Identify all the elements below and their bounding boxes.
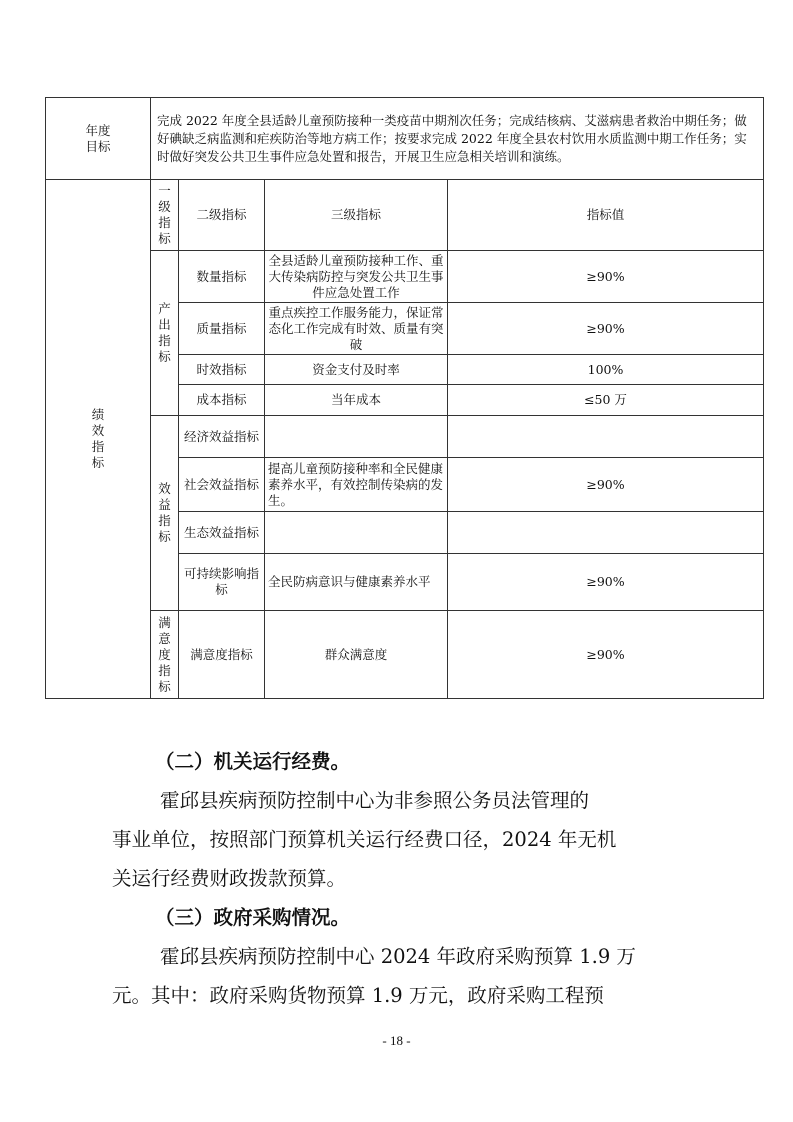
header-level3: 三级指标 xyxy=(265,180,448,251)
level3-cell xyxy=(265,512,448,554)
table-row xyxy=(46,611,764,699)
level2-cell: 经济效益指标 xyxy=(179,416,265,458)
section3-heading: （三）政府采购情况。 xyxy=(155,906,351,929)
value-cell xyxy=(448,512,764,554)
value-cell: ≥90% xyxy=(448,458,764,512)
annual-goal-text: 完成 2022 年度全县适龄儿童预防接种一类疫苗中期剂次任务；完成结核病、艾滋病患者救治中期任务；做好碘缺乏病监测和疟疾防治等地方病工作；按要求完成 2022 年度全县农村饮用水质监测中期工作任务；实时做好突发公共卫生事件应急处置和报告，开展卫生应急相关培训和演练。 xyxy=(151,98,764,180)
level2-cell: 生态效益指标 xyxy=(179,512,265,554)
annual-goal-label: 年度 目标 xyxy=(46,98,151,180)
level1-output: 产 出 指 标 xyxy=(151,251,179,416)
level2-cell: 成本指标 xyxy=(179,385,265,416)
level3-cell: 资金支付及时率 xyxy=(265,355,448,385)
performance-goals-table xyxy=(45,97,764,699)
section2-line1: 霍邱县疾病预防控制中心为非参照公务员法管理的 xyxy=(160,789,590,812)
section3-line2: 元。其中：政府采购货物预算 1.9 万元，政府采购工程预 xyxy=(112,984,604,1007)
level2-cell: 时效指标 xyxy=(179,355,265,385)
section3-line1: 霍邱县疾病预防控制中心 2024 年政府采购预算 1.9 万 xyxy=(160,945,636,968)
table-header-row xyxy=(46,180,764,251)
level1-satisfaction: 满 意 度 指 标 xyxy=(151,611,179,699)
section2-heading: （二）机关运行经费。 xyxy=(155,750,351,773)
page-number: - 18 - xyxy=(382,1033,411,1048)
level2-cell: 质量指标 xyxy=(179,303,265,355)
level3-cell: 当年成本 xyxy=(265,385,448,416)
level3-cell: 全县适龄儿童预防接种工作、重大传染病防控与突发公共卫生事件应急处置工作 xyxy=(265,251,448,303)
level3-cell: 群众满意度 xyxy=(265,611,448,699)
section2-line3: 关运行经费财政拨款预算。 xyxy=(112,867,347,890)
level2-cell: 社会效益指标 xyxy=(179,458,265,512)
value-cell xyxy=(448,416,764,458)
level1-benefit: 效 益 指 标 xyxy=(151,416,179,611)
level3-cell: 提高儿童预防接种率和全民健康素养水平，有效控制传染病的发生。 xyxy=(265,458,448,512)
level3-cell xyxy=(265,416,448,458)
table-row xyxy=(46,416,764,458)
level3-cell: 全民防病意识与健康素养水平 xyxy=(265,554,448,611)
value-cell: ≥90% xyxy=(448,611,764,699)
value-cell: ≥90% xyxy=(448,303,764,355)
value-cell: ≥90% xyxy=(448,251,764,303)
level2-cell: 满意度指标 xyxy=(179,611,265,699)
header-value: 指标值 xyxy=(448,180,764,251)
level3-cell: 重点疾控工作服务能力，保证常态化工作完成有时效、质量有突破 xyxy=(265,303,448,355)
annual-goal-row xyxy=(46,98,764,180)
value-cell: 100% xyxy=(448,355,764,385)
level2-cell: 数量指标 xyxy=(179,251,265,303)
table-row xyxy=(46,251,764,303)
value-cell: ≥90% xyxy=(448,554,764,611)
section2-line2: 事业单位，按照部门预算机关运行经费口径，2024 年无机 xyxy=(112,828,617,851)
level2-cell: 可持续影响指标 xyxy=(179,554,265,611)
performance-indicator-label: 绩 效 指 标 xyxy=(46,180,151,699)
header-level1: 一 级 指 标 xyxy=(151,180,179,251)
value-cell: ≤50 万 xyxy=(448,385,764,416)
header-level2: 二级指标 xyxy=(179,180,265,251)
